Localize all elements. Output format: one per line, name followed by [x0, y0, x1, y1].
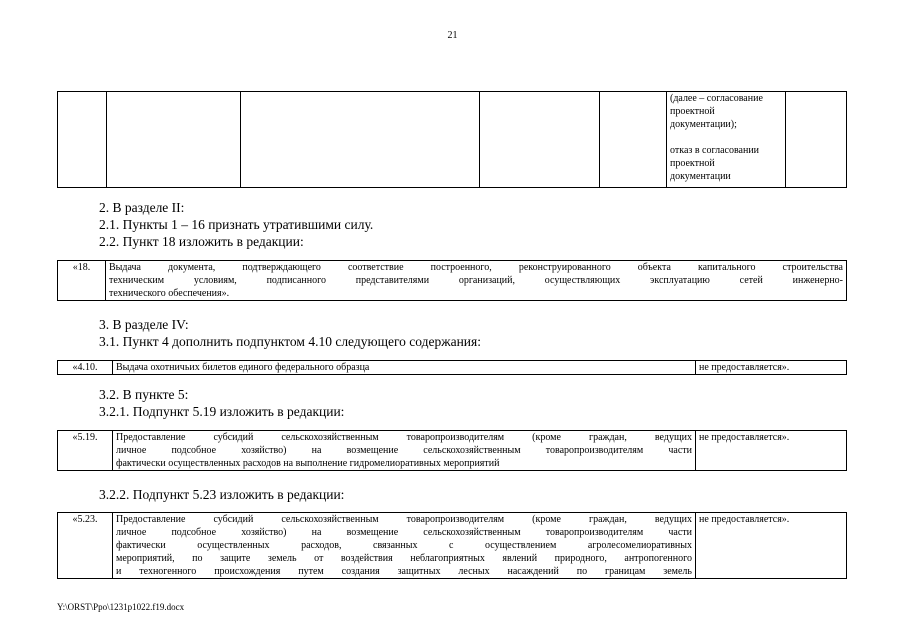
- row-status: не предоставляется».: [696, 431, 847, 471]
- section-3-heading: 3. В разделе IV:: [99, 317, 189, 332]
- row-number: «4.10.: [58, 361, 113, 375]
- table-cell: [107, 92, 241, 188]
- row-text-line: Предоставление субсидий сельскохозяйственным товаропроизводителям (кроме граждан, ведущих: [116, 432, 692, 443]
- item-3-1: 3.1. Пункт 4 дополнить подпунктом 4.10 следующего содержания:: [99, 334, 481, 349]
- row-text: [113, 513, 696, 579]
- file-path-footer: Y:\ORST\Ppo\1231p1022.f19.docx: [57, 602, 185, 612]
- row-4-10-table: [57, 360, 847, 375]
- page-number: 21: [447, 30, 458, 41]
- section-2-heading: 2. В разделе II:: [99, 200, 185, 215]
- table-cell: [241, 92, 480, 188]
- result-line: проектной: [670, 158, 715, 169]
- table-cell: [480, 92, 600, 188]
- row-text-line: мероприятий, по защите земель от воздействия неблагоприятных явлений природного, антропогенного: [116, 553, 692, 564]
- row-5-23-table: [57, 512, 847, 579]
- item-3-2-2: 3.2.2. Подпункт 5.23 изложить в редакции:: [99, 487, 345, 502]
- result-line: документации);: [670, 119, 737, 130]
- row-text-line: фактически осуществленных расходов на выполнение гидромелиоративных мероприятий: [116, 458, 500, 469]
- result-line: [670, 131, 782, 144]
- row-18-table: [57, 260, 847, 301]
- continuation-table: [57, 91, 847, 188]
- row-text: [113, 431, 696, 471]
- row-text-line: Выдача документа, подтверждающего соответствие построенного, реконструированного объекта капитального строительства: [109, 262, 843, 273]
- row-number: «5.23.: [58, 513, 113, 579]
- row-text-line: техническим условиям, подписанного представителями организаций, осуществляющих эксплуатацию сетей инженерно-: [109, 275, 843, 286]
- row-5-19-table: [57, 430, 847, 471]
- row-number: «18.: [58, 261, 106, 301]
- row-status: не предоставляется».: [696, 513, 847, 579]
- row-status: не предоставляется».: [696, 361, 847, 375]
- row-text-line: технического обеспечения».: [109, 288, 230, 299]
- row-text-line: личное подсобное хозяйство) на возмещение сельскохозяйственным товаропроизводителям части: [116, 445, 692, 456]
- item-2-1: 2.1. Пункты 1 – 16 признать утратившими силу.: [99, 217, 374, 232]
- result-line: (далее – согласование: [670, 93, 763, 104]
- item-2-2: 2.2. Пункт 18 изложить в редакции:: [99, 234, 304, 249]
- result-line: проектной: [670, 106, 715, 117]
- row-number: «5.19.: [58, 431, 113, 471]
- section-3-2-heading: 3.2. В пункте 5:: [99, 387, 189, 402]
- item-3-2-1: 3.2.1. Подпункт 5.19 изложить в редакции:: [99, 404, 345, 419]
- result-line: отказ в согласовании: [670, 145, 760, 156]
- table-cell: [786, 92, 847, 188]
- row-text: Выдача охотничьих билетов единого федерального образца: [113, 361, 696, 375]
- row-text: [106, 261, 847, 301]
- row-text-line: фактически осуществленных расходов, связанных с осуществлением агролесомелиоративных: [116, 540, 692, 551]
- result-line: документации: [670, 171, 731, 182]
- table-cell: [58, 92, 107, 188]
- row-text-line: Предоставление субсидий сельскохозяйственным товаропроизводителям (кроме граждан, ведущих: [116, 514, 692, 525]
- table-cell: [600, 92, 667, 188]
- row-text-line: и техногенного происхождения путем создания защитных лесных насаждений по границам земель: [116, 566, 692, 577]
- result-cell: [667, 92, 786, 188]
- row-text-line: личное подсобное хозяйство) на возмещение сельскохозяйственным товаропроизводителям части: [116, 527, 692, 538]
